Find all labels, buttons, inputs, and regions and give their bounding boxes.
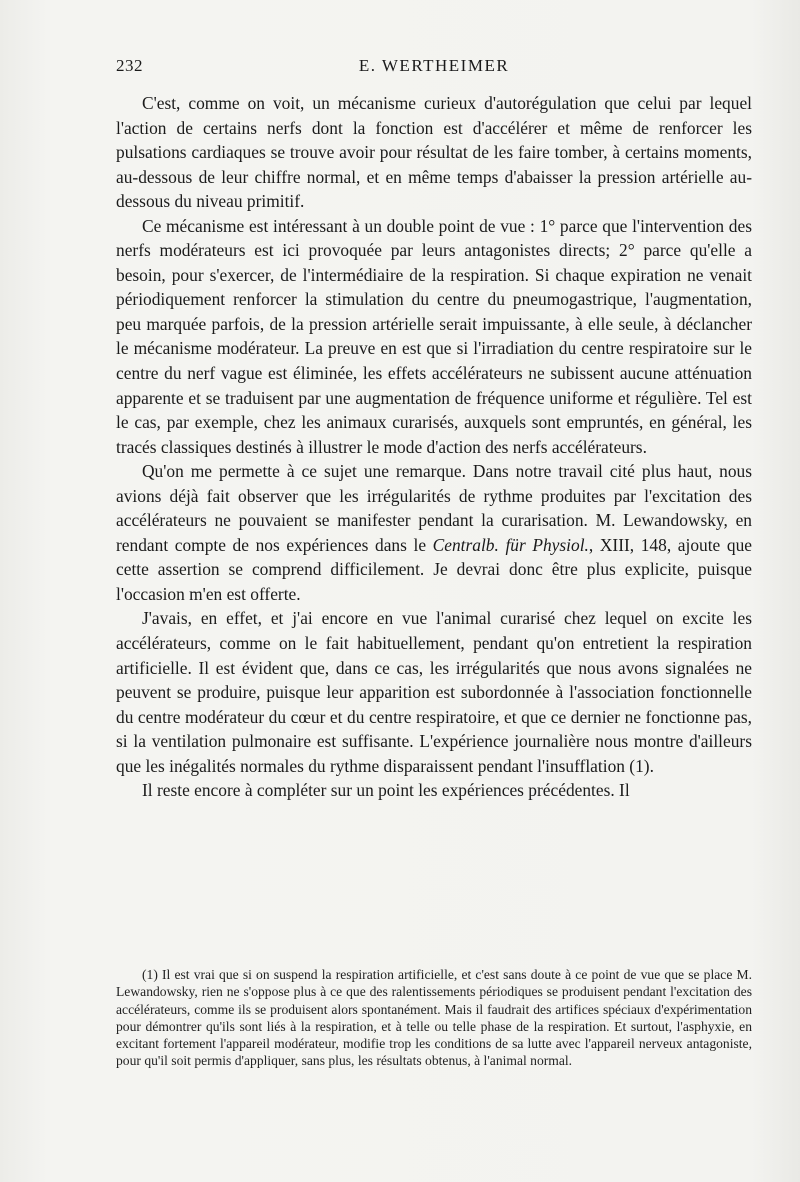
paragraph-4: J'avais, en effet, et j'ai encore en vue l'animal curarisé chez lequel on excite les accélérateurs, comme on le fait habituellement, pendant qu'on entretient la respiration artificielle. Il est évident que, dans ce cas, les irrégularités que nous avons signalées ne peuvent se produire, puisque leur apparition est subordonnée à l'association fonctionnelle du centre modérateur du cœur et du centre respiratoire, et que ce dernier ne fonctionne pas, si la ventilation pulmonaire est suffisante. L'expérience journalière nous montre d'ailleurs que les inégalités normales du rythme disparaissent pendant l'insufflation (1). <box>116 608 752 776</box>
paragraph-3-text-end: , XIII, 148, ajoute que cette assertion se comprend difficilement. Je devrai donc être plus explicite, puisque l'occasion m'en est offerte. <box>116 534 752 604</box>
paragraph-3-text: Qu'on me permette à ce sujet une remarque. Dans notre travail cité plus haut, nous avions déjà fait observer que les irrégularités de rythme produites par l'excitation des accélérateurs ne pouvaient se manifester pendant la curarisation. M. Lewandowsky, en rendant compte de nos expériences dans le <box>116 461 752 555</box>
journal-title: Centralb. für Physiol. <box>432 534 589 555</box>
paragraph-5: Il reste encore à compléter sur un point les expériences précédentes. Il <box>142 780 630 801</box>
page-header <box>116 56 752 80</box>
footnotes <box>116 966 752 1070</box>
paragraph-3 <box>116 459 752 606</box>
page-number: 232 <box>116 56 143 75</box>
paragraph-2: Ce mécanisme est intéressant à un double point de vue : 1° parce que l'intervention des nerfs modérateurs est ici provoquée par leurs antagonistes directs; 2° parce qu'elle a besoin, pour s'exercer, de l'intermédiaire de la respiration. Si chaque expiration ne venait périodiquement renforcer la stimulation du centre du pneumogastrique, l'augmentation, peu marquée parfois, de la pression artérielle serait impuissante, à elle seule, à déclancher le mécanisme modérateur. La preuve en est que si l'irradiation du centre respiratoire sur le centre du nerf vague est éliminée, les effets accélérateurs ne subissent aucune atténuation apparente et se traduisent par une augmentation de fréquence uniforme et régulière. Tel est le cas, par exemple, chez les animaux curarisés, auxquels sont empruntés, en général, les tracés classiques destinés à illustrer le mode d'action des nerfs accélérateurs. <box>116 215 752 457</box>
footnote-1: (1) Il est vrai que si on suspend la respiration artificielle, et c'est sans doute à ce point de vue que se place M. Lewandowsky, rien ne s'oppose plus à ce que des ralentissements périodiques se produisent pendant l'excitation des accélérateurs, comme ils se produisent alors spontanément. Mais il faudrait des artifices spéciaux d'expérimentation pour démontrer qu'ils sont liés à la respiration, et à telle ou telle phase de la respiration. Et surtout, l'asphyxie, en excitant fortement l'appareil modérateur, modifie trop les conditions de sa lutte avec l'appareil nerveux antagoniste, pour qu'il soit permis d'appliquer, sans plus, les résultats obtenus, à l'animal normal. <box>116 967 752 1069</box>
body-text <box>116 91 752 803</box>
running-head: E. WERTHEIMER <box>358 56 510 75</box>
paragraph-1: C'est, comme on voit, un mécanisme curieux d'autorégulation que celui par lequel l'action de certains nerfs dont la fonction est d'accélérer et même de renforcer les pulsations cardiaques se trouve avoir pour résultat de les faire tomber, à certains moments, au-dessous de leur chiffre normal, et en même temps d'abaisser la pression artérielle au-dessous du niveau primitif. <box>116 93 752 212</box>
